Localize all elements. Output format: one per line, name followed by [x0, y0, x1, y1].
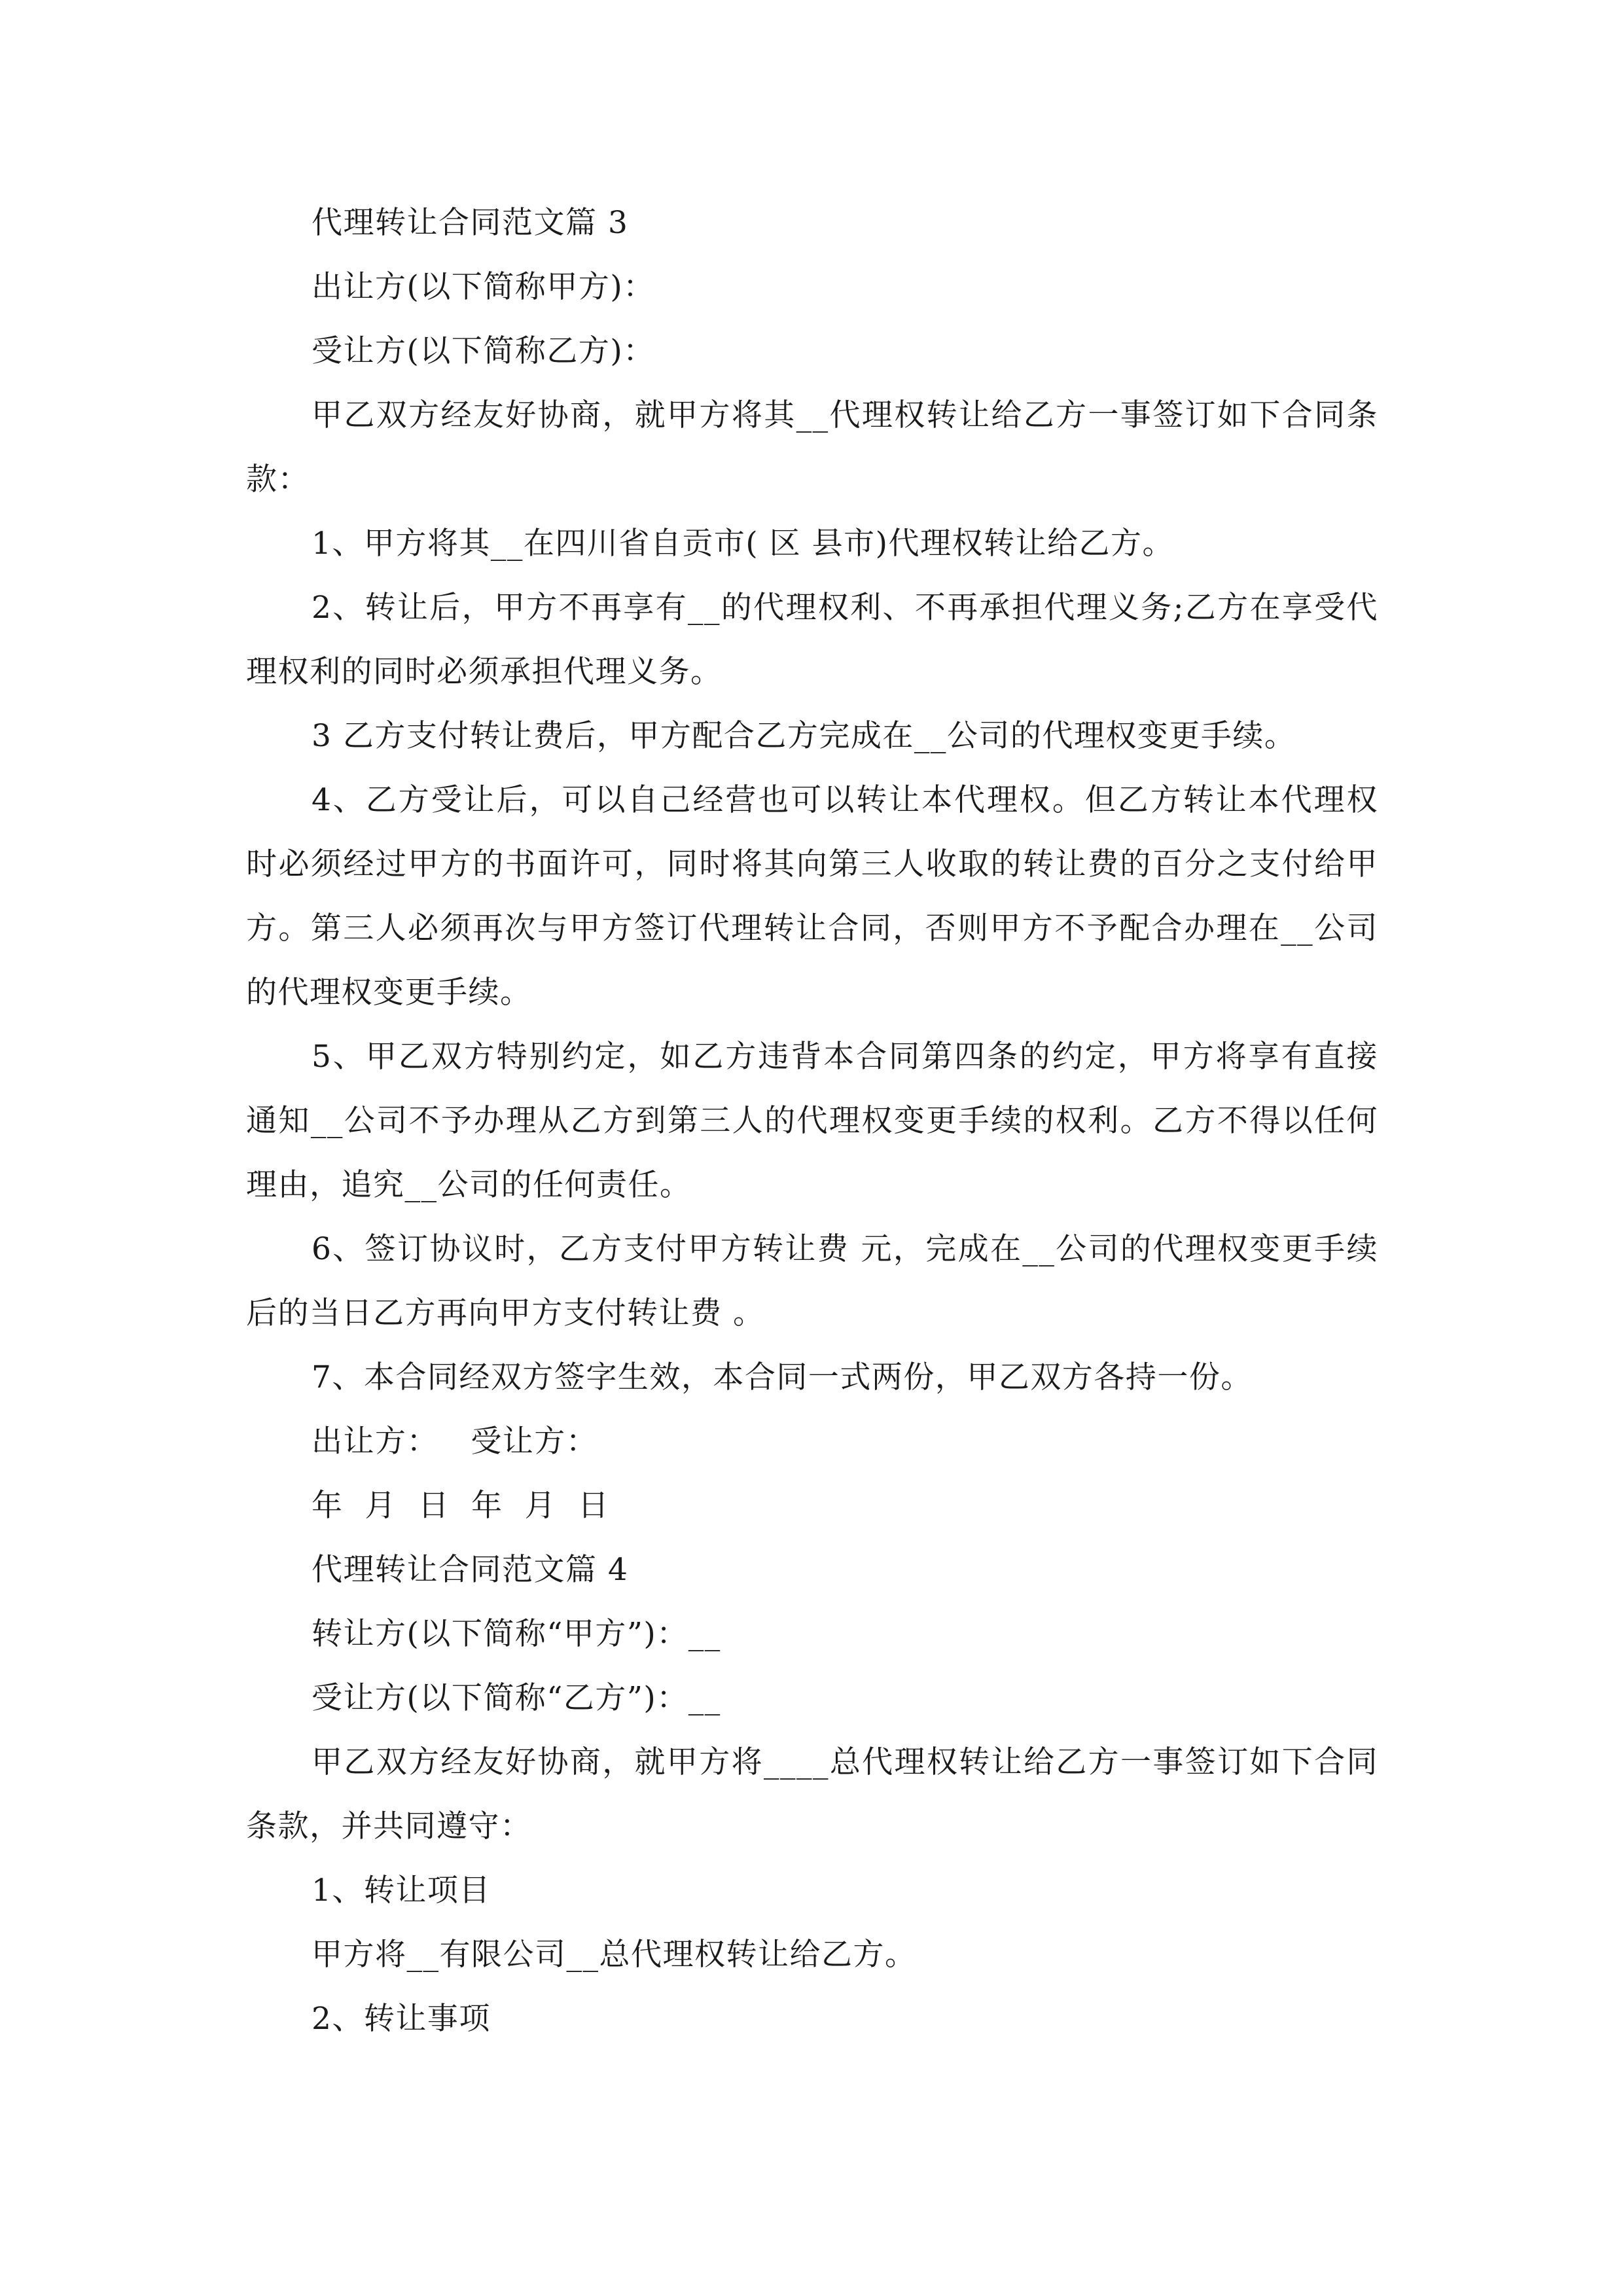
item-1-heading: 1、转让项目 [312, 1873, 491, 1909]
item-2-heading: 2、转让事项 [312, 2001, 491, 2037]
clause-2: 2、转让后，甲方不再享有__的代理权利、不再承担代理义务;乙方在享受代理权利的同时必须承担代理义务。 [246, 590, 1378, 690]
intro-paragraph-2: 甲乙双方经友好协商，就甲方将____总代理权转让给乙方一事签订如下合同条款，并共同遵守： [246, 1744, 1378, 1844]
item-1-body: 甲方将__有限公司__总代理权转让给乙方。 [312, 1937, 917, 1973]
signature-line: 出让方： 受让方： [312, 1424, 598, 1460]
clause-4: 4、乙方受让后，可以自己经营也可以转让本代理权。但乙方转让本代理权时必须经过甲方的书面许可，同时将其向第三人收取的转让费的百分之支付给甲方。第三人必须再次与甲方签订代理转让合同，否则甲方不予配合办理在__公司的代理权变更手续。 [246, 782, 1378, 1011]
clause-3: 3 乙方支付转让费后，甲方配合乙方完成在__公司的代理权变更手续。 [312, 718, 1296, 754]
clause-1: 1、甲方将其__在四川省自贡市( 区 县市)代理权转让给乙方。 [312, 526, 1174, 562]
document-page [246, 191, 1378, 2051]
date-line: 年 月 日 年 月 日 [312, 1488, 610, 1524]
clause-7: 7、本合同经双方签字生效，本合同一式两份，甲乙双方各持一份。 [312, 1359, 1253, 1395]
clause-5: 5、甲乙双方特别约定，如乙方违背本合同第四条的约定，甲方将享有直接通知__公司不予办理从乙方到第三人的代理权变更手续的权利。乙方不得以任何理由，追究__公司的任何责任。 [246, 1039, 1378, 1203]
section-heading-3: 代理转让合同范文篇 3 [312, 205, 629, 241]
party-a-line: 转让方(以下简称“甲方”)：__ [312, 1616, 721, 1652]
party-transferee-line: 受让方(以下简称乙方)： [312, 333, 655, 369]
clause-6: 6、签订协议时，乙方支付甲方转让费 元，完成在__公司的代理权变更手续后的当日乙方再向甲方支付转让费 。 [246, 1231, 1378, 1331]
intro-paragraph: 甲乙双方经友好协商，就甲方将其__代理权转让给乙方一事签订如下合同条款： [246, 397, 1378, 497]
party-b-line: 受让方(以下简称“乙方”)：__ [312, 1680, 721, 1716]
section-heading-4: 代理转让合同范文篇 4 [312, 1552, 629, 1588]
party-transferor-line: 出让方(以下简称甲方)： [312, 269, 655, 305]
